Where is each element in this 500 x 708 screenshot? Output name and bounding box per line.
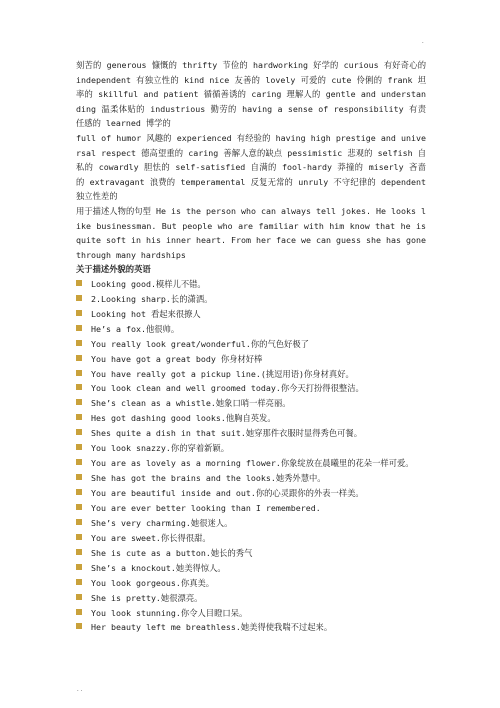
phrase-text: She’s very charming.她很迷人。 (91, 517, 233, 528)
phrase-text: You are as lovely as a morning flower.你象绽放在晨曦里的花朵一样可爱。 (91, 458, 414, 469)
phrase-list (76, 278, 426, 634)
square-bullet-icon (76, 295, 82, 301)
phrase-list-item (76, 338, 426, 351)
phrase-text: You look clean and well groomed today.你今天打扮得很整洁。 (91, 383, 364, 394)
phrase-text: She’s clean as a whistle.她象口哨一样亮丽。 (91, 398, 291, 409)
phrase-list-item (76, 397, 426, 410)
square-bullet-icon (76, 534, 82, 540)
square-bullet-icon (76, 623, 82, 629)
phrase-list-item (76, 353, 426, 366)
phrase-text: You look snazzy.你的穿着新颖。 (91, 443, 230, 454)
square-bullet-icon (76, 489, 82, 495)
phrase-text: You really look great/wonderful.你的气色好极了 (91, 338, 309, 349)
square-bullet-icon (76, 414, 82, 420)
phrase-text: He’s a fox.他很帅。 (91, 323, 180, 334)
section-heading: 关于描述外貌的英语 (76, 264, 151, 275)
vocabulary-paragraph-1: 刻苦的 generous 慷慨的 thrifty 节俭的 hardworking 好学的 curious 有好奇心的 independent 有独立性的 kind nice 友善的 lovely 可爱的 cute 伶俐的 frank 坦率的 skillful and patient 循循善诱的 caring 理解人的 gentle and understanding 温柔体贴的 industrious 勤劳的 having a sense of responsibility 有责任感的 learned 博学的 (76, 60, 426, 129)
square-bullet-icon (76, 310, 82, 316)
document-body (76, 58, 426, 636)
phrase-text: You are ever better looking than I remembered. (91, 502, 321, 513)
phrase-list-item (76, 532, 426, 545)
phrase-list-item (76, 278, 426, 291)
phrase-text: She is cute as a button.她长的秀气 (91, 547, 253, 558)
phrase-list-item (76, 293, 426, 306)
square-bullet-icon (76, 384, 82, 390)
square-bullet-icon (76, 579, 82, 585)
square-bullet-icon (76, 370, 82, 376)
phrase-text: She’s a knockout.她美得惊人。 (91, 562, 226, 573)
phrase-text: Hes got dashing good looks.他胸自英发。 (91, 413, 276, 424)
phrase-text: You look gorgeous.你真美。 (91, 577, 215, 588)
vocabulary-paragraph-2: full of humor 风趣的 experienced 有经验的 having high prestige and universal respect 德高望重的 caring 善解人意的缺点 pessimistic 悲观的 selfish 自私的 cowardly 胆怯的 self-satisfied 自满的 fool-hardy 莽撞的 miserly 吝啬的 extravagant 浪费的 temperamental 反复无常的 unruly 不守纪律的 dependent 独立性差的 (76, 132, 426, 202)
phrase-text: You have got a great body 你身材好棒 (91, 353, 263, 364)
phrase-text: Her beauty left me breathless.她美得使我喘不过起来。 (91, 622, 333, 633)
square-bullet-icon (76, 429, 82, 435)
square-bullet-icon (76, 519, 82, 525)
page-footer-mark: .. (76, 686, 84, 693)
phrase-text: You are sweet.你长得很甜。 (91, 532, 211, 543)
phrase-list-item (76, 427, 426, 440)
phrase-list-item (76, 368, 426, 381)
square-bullet-icon (76, 564, 82, 570)
phrase-text: She has got the brains and the looks.她秀外慧中。 (91, 473, 326, 484)
phrase-list-item (76, 457, 426, 470)
phrase-list-item (76, 607, 426, 620)
phrase-list-item (76, 412, 426, 425)
phrase-list-item (76, 517, 426, 530)
square-bullet-icon (76, 355, 82, 361)
phrase-list-item (76, 472, 426, 485)
phrase-list-item (76, 308, 426, 321)
phrase-text: Looking good.模样儿不错。 (91, 278, 206, 289)
square-bullet-icon (76, 280, 82, 286)
phrase-list-item (76, 323, 426, 336)
square-bullet-icon (76, 609, 82, 615)
square-bullet-icon (76, 504, 82, 510)
square-bullet-icon (76, 340, 82, 346)
phrase-text: 2.Looking sharp.长的潇洒。 (91, 293, 213, 304)
phrase-list-item (76, 621, 426, 634)
phrase-text: Shes quite a dish in that suit.她穿那件衣服时显得秀色可餐。 (91, 428, 363, 439)
phrase-text: You are beautiful inside and out.你的心灵跟你的外表一样美。 (91, 488, 364, 499)
phrase-list-item (76, 562, 426, 575)
phrase-list-item (76, 592, 426, 605)
phrase-list-item (76, 502, 426, 515)
square-bullet-icon (76, 325, 82, 331)
square-bullet-icon (76, 444, 82, 450)
page-corner-mark: . (421, 38, 425, 45)
phrase-list-item (76, 382, 426, 395)
square-bullet-icon (76, 549, 82, 555)
square-bullet-icon (76, 399, 82, 405)
phrase-list-item (76, 442, 426, 455)
phrase-text: She is pretty.她很漂亮。 (91, 592, 203, 603)
phrase-list-item (76, 577, 426, 590)
phrase-text: Looking hot 看起来很撩人 (91, 308, 201, 319)
phrase-text: You have really got a pickup line.(挑逗用语)你身材真好。 (91, 368, 354, 379)
square-bullet-icon (76, 594, 82, 600)
square-bullet-icon (76, 474, 82, 480)
sentence-patterns-paragraph: 用于描述人物的句型 He is the person who can always tell jokes. He looks like businessman. But people who are familiar with him know that he is quite soft in his inner heart. From her face we can guess she has gone through many hardships (76, 205, 426, 260)
phrase-list-item (76, 547, 426, 560)
square-bullet-icon (76, 459, 82, 465)
phrase-list-item (76, 487, 426, 500)
phrase-text: You look stunning.你令人目瞪口呆。 (91, 607, 248, 618)
